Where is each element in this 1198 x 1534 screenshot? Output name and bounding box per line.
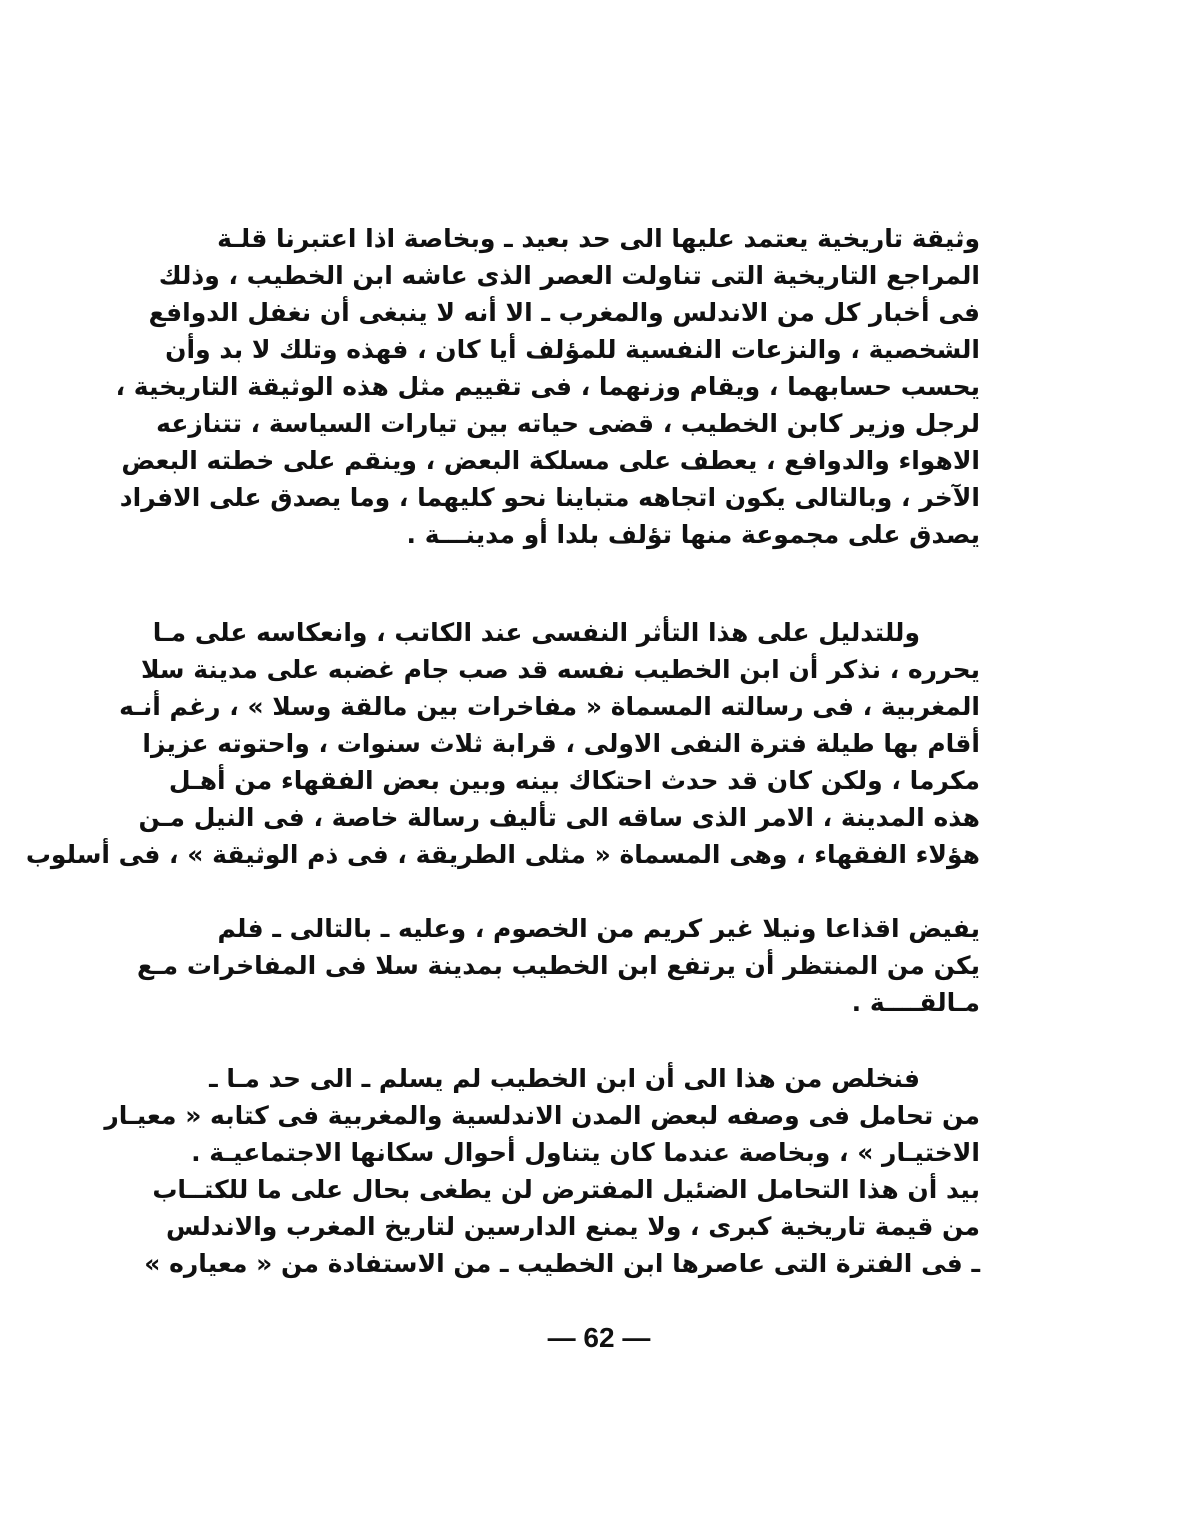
text-line: مـالقــــة . xyxy=(851,988,980,1017)
paragraph-3 xyxy=(137,910,980,1021)
text-line: بيد أن هذا التحامل الضئيل المفترض لن يطغى بحال على ما للكتــاب xyxy=(152,1175,980,1204)
text-line: أقام بها طيلة فترة النفى الاولى ، قرابة ثلاث سنوات ، واحتوته عزيزا xyxy=(142,729,980,758)
text-line: فى أخبار كل من الاندلس والمغرب ـ الا أنه لا ينبغى أن نغفل الدوافع xyxy=(148,298,980,327)
text-line: يحسب حسابهما ، ويقام وزنهما ، فى تقييم مثل هذه الوثيقة التاريخية ، xyxy=(115,372,980,401)
text-line: يفيض اقذاعا ونيلا غير كريم من الخصوم ، وعليه ـ بالتالى ـ فلم xyxy=(217,914,980,943)
page-number: — 62 — xyxy=(547,1322,651,1353)
text-line: يحرره ، نذكر أن ابن الخطيب نفسه قد صب جام غضبه على مدينة سلا xyxy=(140,655,980,684)
paragraph-1 xyxy=(115,220,980,553)
text-line: هؤلاء الفقهاء ، وهى المسماة « مثلى الطريقة ، فى ذم الوثيقة » ، فى أسلوب xyxy=(25,840,980,869)
text-line: وللتدليل على هذا التأثر النفسى عند الكاتب ، وانعكاسه على مـا xyxy=(152,618,920,647)
text-line: المغربية ، فى رسالته المسماة « مفاخرات بين مالقة وسلا » ، رغم أنـه xyxy=(119,692,980,721)
text-line: يكن من المنتظر أن يرتفع ابن الخطيب بمدينة سلا فى المفاخرات مـع xyxy=(137,951,980,980)
text-line: الاختيـار » ، وبخاصة عندما كان يتناول أحوال سكانها الاجتماعيـة . xyxy=(191,1138,980,1167)
text-line: من تحامل فى وصفه لبعض المدن الاندلسية والمغربية فى كتابه « معيـار xyxy=(104,1101,980,1130)
text-line: من قيمة تاريخية كبرى ، ولا يمنع الدارسين لتاريخ المغرب والاندلس xyxy=(166,1212,980,1241)
paragraph-4 xyxy=(104,1060,980,1282)
text-line: يصدق على مجموعة منها تؤلف بلدا أو مدينـــة . xyxy=(406,520,980,549)
paragraph-2 xyxy=(25,614,980,873)
text-line: الآخر ، وبالتالى يكون اتجاهه متباينا نحو كليهما ، وما يصدق على الافراد xyxy=(119,483,980,512)
text-line: فنخلص من هذا الى أن ابن الخطيب لم يسلم ـ الى حد مـا ـ xyxy=(209,1064,920,1093)
text-line: الشخصية ، والنزعات النفسية للمؤلف أيا كان ، فهذه وتلك لا بد وأن xyxy=(165,335,980,364)
text-line: وثيقة تاريخية يعتمد عليها الى حد بعيد ـ وبخاصة اذا اعتبرنا قلـة xyxy=(217,224,980,253)
text-line: لرجل وزير كابن الخطيب ، قضى حياته بين تيارات السياسة ، تتنازعه xyxy=(156,409,980,438)
text-line: هذه المدينة ، الامر الذى ساقه الى تأليف رسالة خاصة ، فى النيل مـن xyxy=(138,803,980,832)
text-line: الاهواء والدوافع ، يعطف على مسلكة البعض ، وينقم على خطته البعض xyxy=(121,446,980,475)
text-line: ـ فى الفترة التى عاصرها ابن الخطيب ـ من الاستفادة من « معياره » xyxy=(144,1249,980,1278)
text-line: المراجع التاريخية التى تناولت العصر الذى عاشه ابن الخطيب ، وذلك xyxy=(158,261,980,290)
text-line: مكرما ، ولكن كان قد حدث احتكاك بينه وبين بعض الفقهاء من أهـل xyxy=(168,766,980,795)
